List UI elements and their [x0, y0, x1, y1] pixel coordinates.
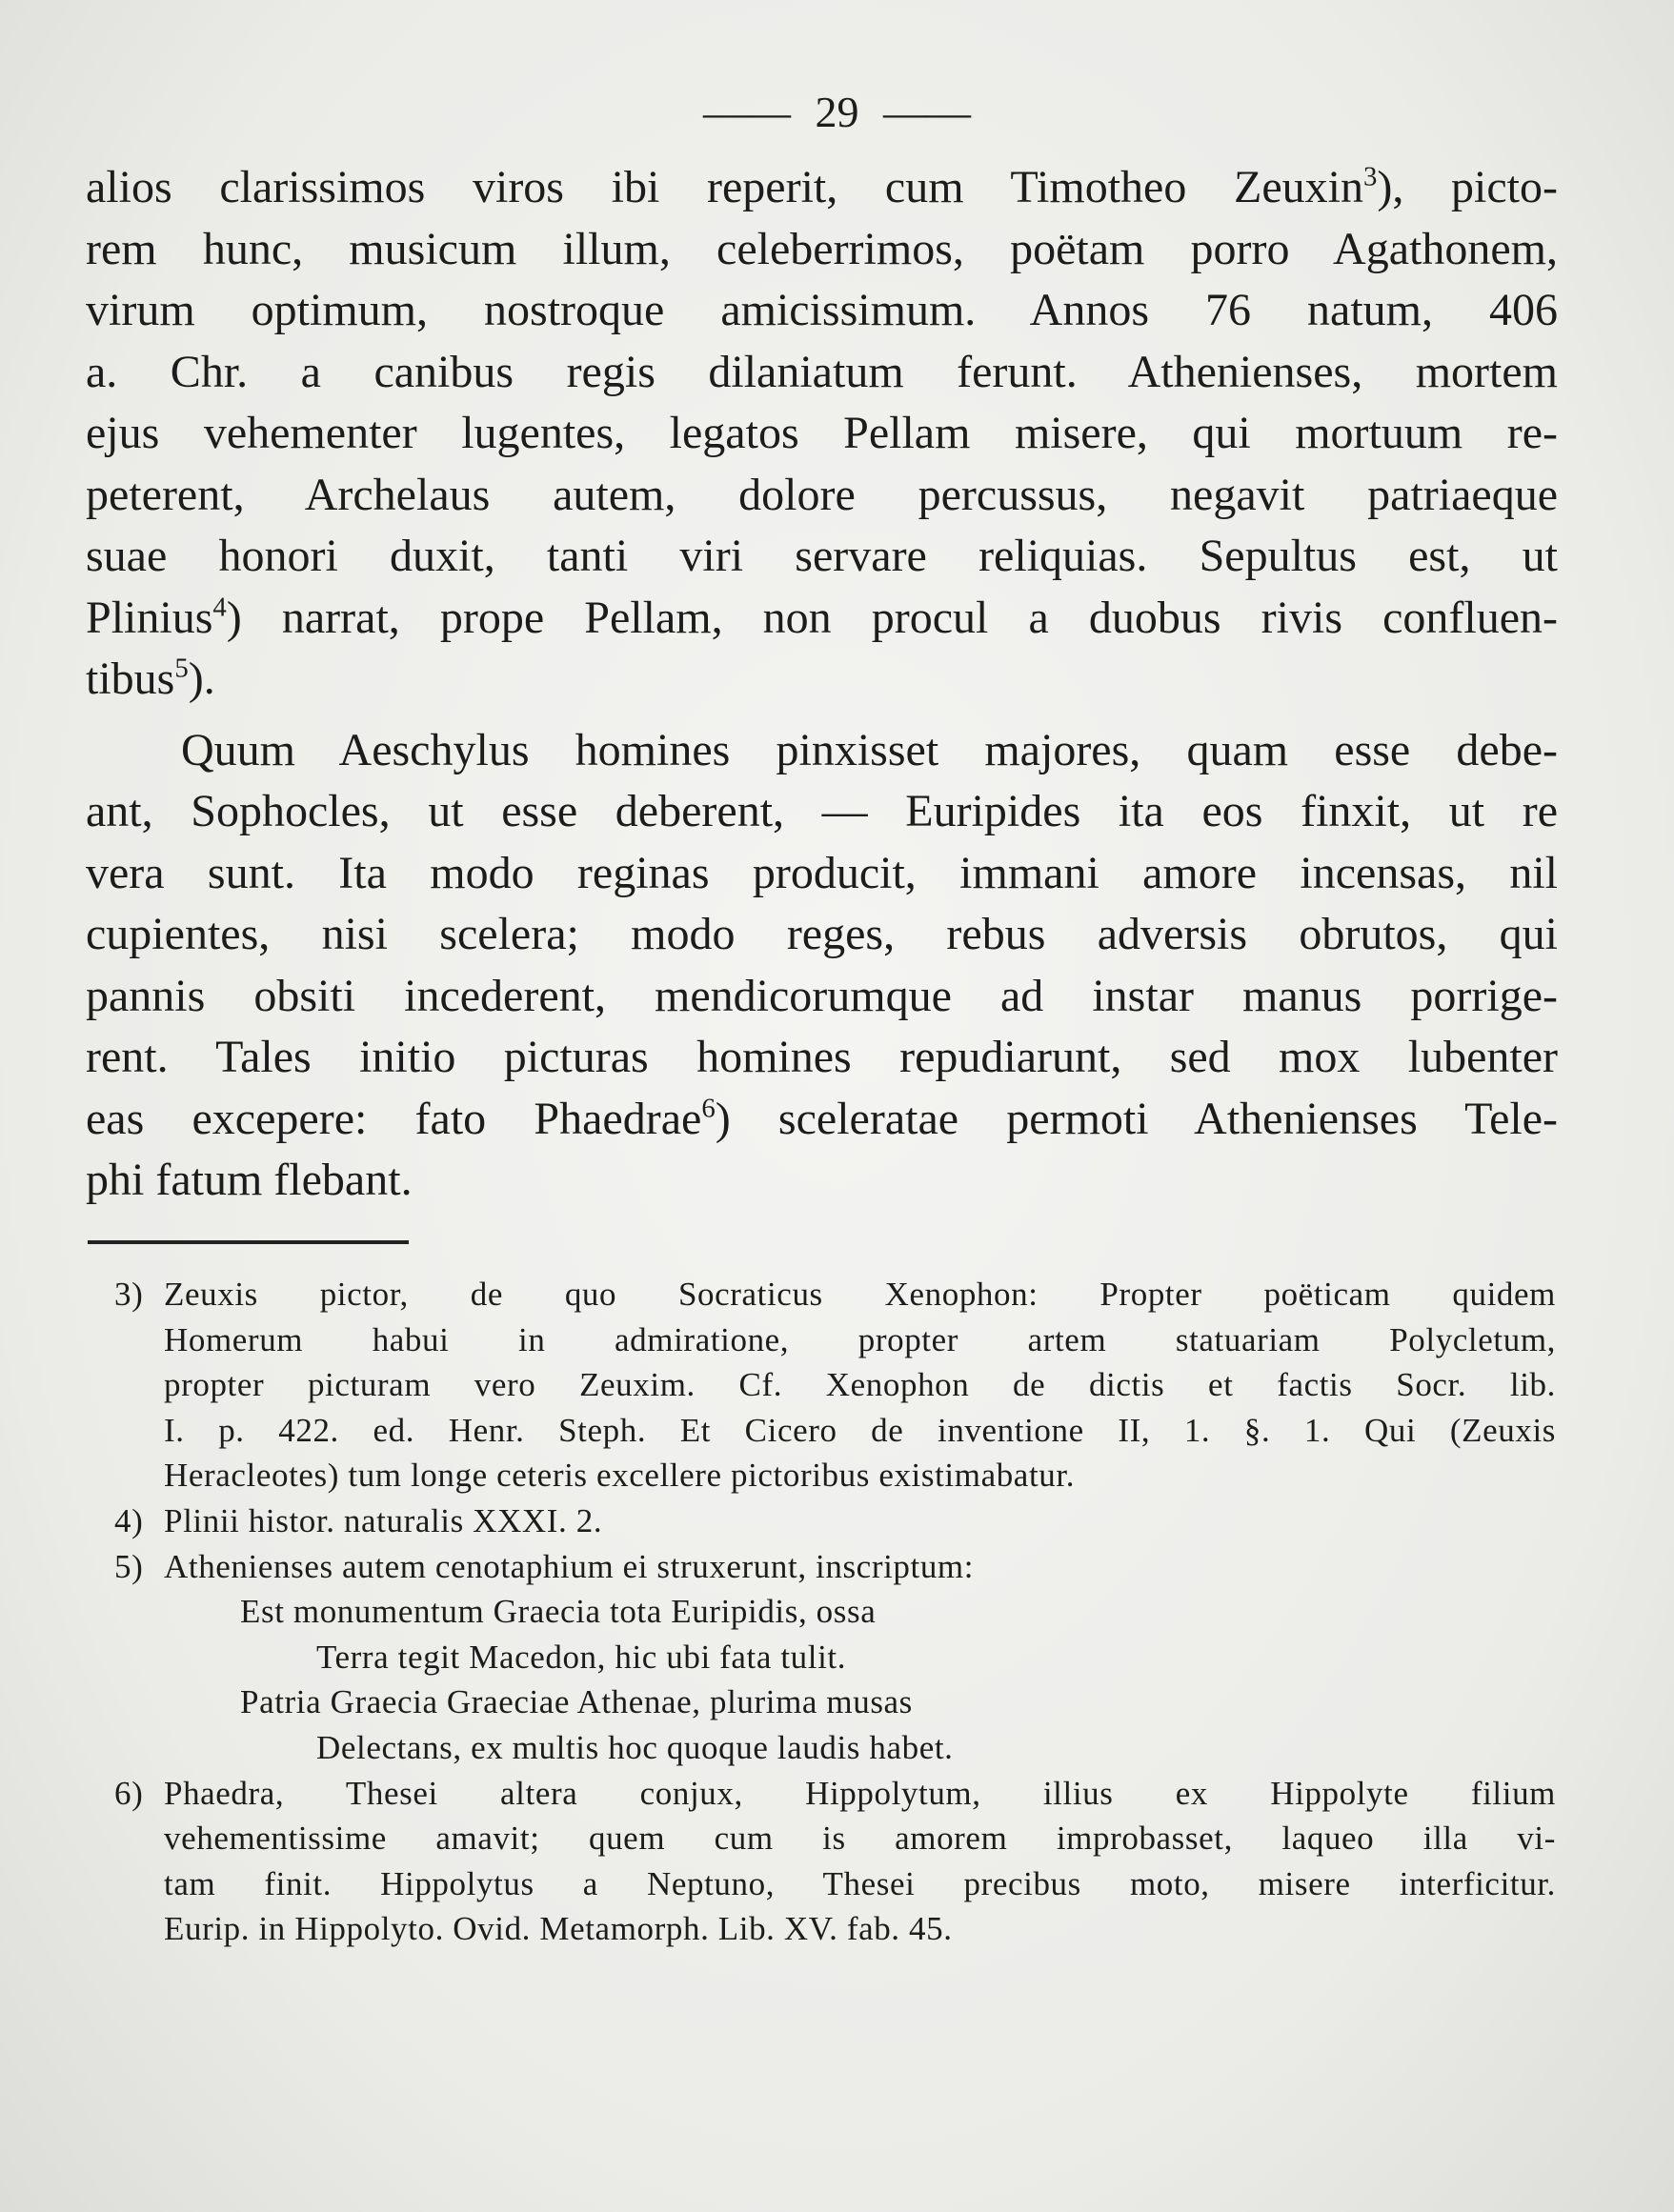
text-line: ant, Sophocles, ut esse deberent, — Euripides ita eos finxit, ut re	[86, 786, 1558, 836]
text-line: rent. Tales initio picturas homines repudiarunt, sed mox lubenter	[86, 1032, 1558, 1082]
footnote-line: Heracleotes) tum longe ceteris excellere pictoribus existimabatur.	[164, 1457, 1076, 1495]
footnote-line: I. p. 422. ed. Henr. Steph. Et Cicero de inventione II, 1. §. 1. Qui (Zeuxis	[164, 1411, 1556, 1449]
text-line: pannis obsiti incederent, mendicorumque ad instar manus porrige-	[86, 970, 1558, 1021]
text-line: peterent, Archelaus autem, dolore percussus, negavit patriaeque	[86, 469, 1558, 520]
footnote-reference: 5	[174, 653, 189, 684]
footnote-line: tam finit. Hippolytus a Neptuno, Thesei precibus moto, misere interficitur.	[164, 1864, 1556, 1902]
text-line: cupientes, nisi scelera; modo reges, rebus adversis obrutos, qui	[86, 909, 1558, 959]
epitaph-verse-line: Terra tegit Macedon, hic ubi fata tulit.	[316, 1638, 847, 1676]
footnote-line: Eurip. in Hippolyto. Ovid. Metamorph. Lib. XV. fab. 45.	[164, 1910, 953, 1948]
text-line: Plinius$^4$) narrat, prope Pellam, non procul a duobus rivis confluen-	[86, 592, 1558, 643]
footnote-line: 5) Athenienses autem cenotaphium ei struxerunt, inscriptum:	[114, 1544, 1556, 1590]
footnotes	[114, 1272, 1556, 1952]
footnote-line: 4) Plinii histor. naturalis XXXI. 2.	[114, 1498, 1556, 1544]
text-line: vera sunt. Ita modo reginas producit, immani amore incensas, nil	[86, 847, 1558, 898]
epitaph-verse-line: Patria Graecia Graeciae Athenae, plurima musas	[240, 1683, 913, 1721]
main-text	[86, 157, 1558, 1212]
text-line: phi fatum flebant.	[86, 1155, 413, 1205]
footnote-line: propter picturam vero Zeuxim. Cf. Xenophon de dictis et factis Socr. lib.	[164, 1366, 1556, 1404]
text-line: suae honori duxit, tanti viri servare reliquias. Sepultus est, ut	[86, 531, 1558, 581]
text-line: rem hunc, musicum illum, celeberrimos, poëtam porro Agathonem,	[86, 223, 1558, 274]
page-number-header: —— 29 ——	[703, 88, 971, 136]
footnote-reference: 6	[701, 1093, 716, 1124]
text-line: ejus vehementer lugentes, legatos Pellam misere, qui mortuum re-	[86, 408, 1558, 458]
footnote-reference: 4	[212, 592, 227, 623]
text-line: alios clarissimos viros ibi reperit, cum Timotheo Zeuxin$^3$), picto-	[86, 161, 1558, 212]
epitaph-verse-line: Delectans, ex multis hoc quoque laudis habet.	[316, 1728, 954, 1766]
text-line: a. Chr. a canibus regis dilaniatum ferunt. Athenienses, mortem	[86, 346, 1558, 397]
footnote-number: 6)	[114, 1774, 144, 1812]
text-line: virum optimum, nostroque amicissimum. Annos 76 natum, 406	[86, 285, 1558, 335]
footnote-line: Homerum habui in admiratione, propter artem statuariam Polycletum,	[164, 1320, 1556, 1358]
footnote-line: 3) Zeuxis pictor, de quo Socraticus Xenophon: Propter poëticam quidem	[114, 1272, 1556, 1317]
footnote-separator	[88, 1240, 409, 1244]
footnote-reference: 3	[1362, 161, 1378, 192]
footnote-number: 5)	[114, 1547, 144, 1585]
footnote-line: vehementissime amavit; quem cum is amorem improbasset, laqueo illa vi-	[164, 1820, 1556, 1858]
paragraph-gap	[86, 711, 1558, 720]
footnote-line: 6) Phaedra, Thesei altera conjux, Hippolytum, illius ex Hippolyte filium	[114, 1771, 1556, 1817]
epitaph-verse-line: Est monumentum Graecia tota Euripidis, ossa	[240, 1593, 877, 1631]
text-line: Quum Aeschylus homines pinxisset majores, quam esse debe-	[181, 724, 1558, 775]
text-line: tibus$^5$).	[86, 653, 215, 704]
footnote-number: 4)	[114, 1501, 144, 1539]
text-line: eas excepere: fato Phaedrae$^6$) sceleratae permoti Athenienses Tele-	[86, 1093, 1559, 1144]
footnote-number: 3)	[114, 1276, 144, 1313]
